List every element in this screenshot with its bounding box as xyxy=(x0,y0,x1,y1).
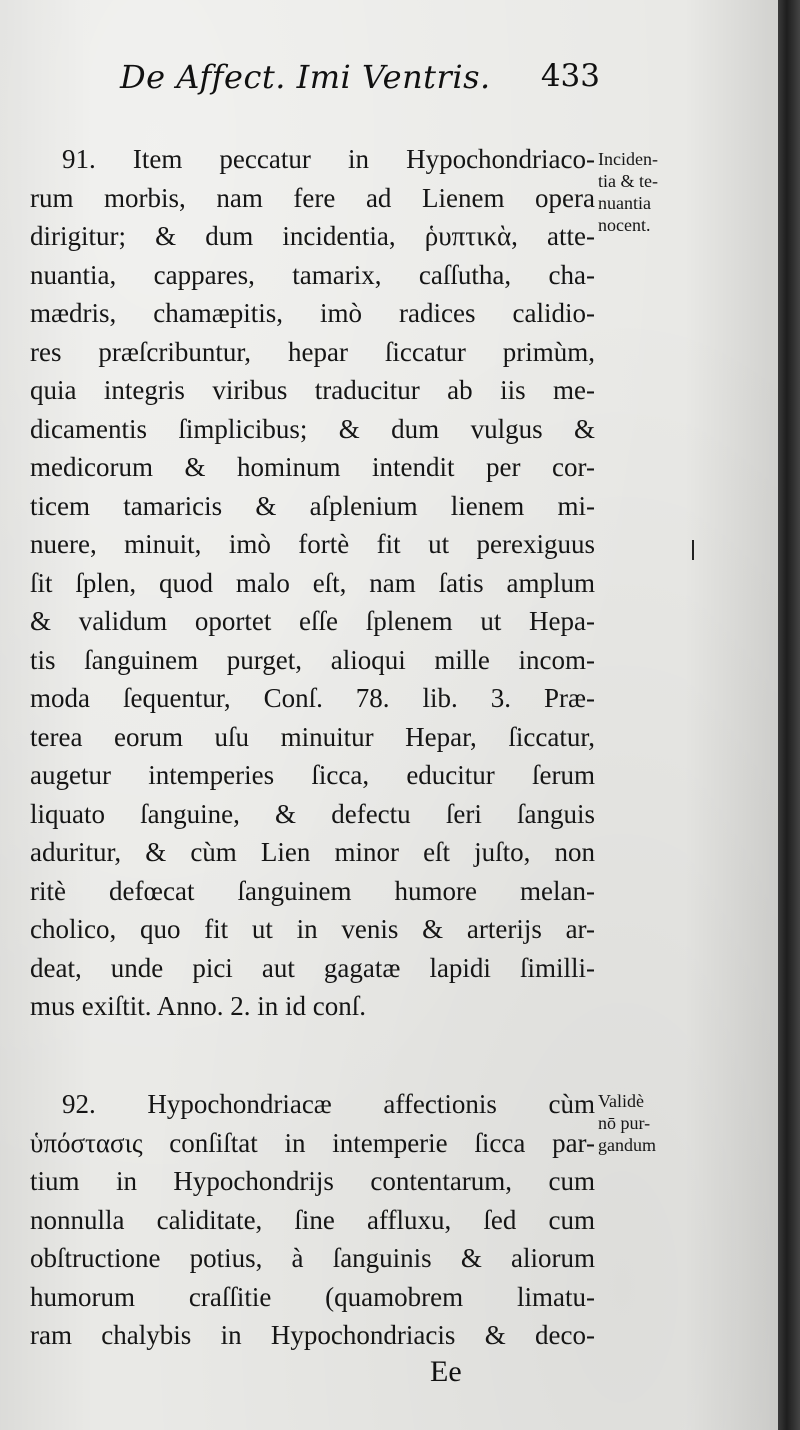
text-line: medicorum & hominum intendit per cor- xyxy=(30,452,595,482)
text-line: mus exiſtit. Anno. 2. in id conſ. xyxy=(30,991,366,1021)
page-number: 433 xyxy=(540,58,600,94)
text-line: tis ſanguinem purget, alioqui mille incom- xyxy=(30,644,595,675)
margin-note-line: nuantia xyxy=(598,193,651,213)
text-line: mædris, chamæpitis, imò radices calidio- xyxy=(30,298,595,328)
text-line: nonnulla caliditate, ſine affluxu, ſed cum xyxy=(30,1204,595,1235)
text-line: nuere, minuit, imò fortè fit ut perexiguus xyxy=(30,529,595,559)
text-line: terea eorum uſu minuitur Hepar, ſiccatur, xyxy=(30,721,595,752)
text-line: nuantia, cappares, tamarix, caſſutha, cha- xyxy=(30,259,595,290)
text-line: dicamentis ſimplicibus; & dum vulgus & xyxy=(30,413,595,444)
text-line: rum morbis, nam fere ad Lienem opera xyxy=(30,182,595,213)
text-line: deat, unde pici aut gagatæ lapidi ſimilli- xyxy=(30,952,595,983)
paragraph-92 xyxy=(30,1085,595,1355)
text-line: aduritur, & cùm Lien minor eſt juſto, non xyxy=(30,837,595,867)
text-line: liquato ſanguine, & defectu ſeri ſanguis xyxy=(30,798,595,829)
text-line: moda ſequentur, Conſ. 78. lib. 3. Præ- xyxy=(30,683,595,713)
text-line: ticem tamaricis & aſplenium lienem mi- xyxy=(30,490,595,521)
margin-note-line: nocent. xyxy=(598,215,651,235)
text-line: res præſcribuntur, hepar ſiccatur primùm, xyxy=(30,336,595,367)
text-line: augetur intemperies ſicca, educitur ſerum xyxy=(30,760,595,790)
text-line: humorum craſſitie (quamobrem limatu- xyxy=(30,1281,595,1312)
text-line: cholico, quo fit ut in venis & arterijs ar- xyxy=(30,914,595,944)
text-line: 92. Hypochondriacæ affectionis cùm xyxy=(62,1089,595,1119)
text-line: & validum oportet eſſe ſplenem ut Hepa- xyxy=(30,606,595,636)
margin-note-line: Inciden- xyxy=(598,149,658,169)
margin-note-line: gandum xyxy=(598,1135,656,1155)
text-line: obſtructione potius, à ſanguinis & aliorum xyxy=(30,1243,595,1273)
text-line: dirigitur; & dum incidentia, ῥυπτικὰ, atte- xyxy=(30,221,595,251)
margin-note-line: Validè xyxy=(598,1091,644,1111)
text-line: ritè defœcat ſanguinem humore melan- xyxy=(30,875,595,906)
text-line: 91. Item peccatur in Hypochondriaco- xyxy=(62,144,595,174)
text-line: ſit ſplen, quod malo eſt, nam ſatis amplum xyxy=(30,567,595,598)
paragraph-91 xyxy=(30,140,595,1026)
margin-note-91 xyxy=(598,148,698,236)
page-header xyxy=(120,58,600,106)
text-line: ὑπόστασις conſiſtat in intemperie ſicca par- xyxy=(30,1127,595,1158)
catchword: Ee xyxy=(430,1355,462,1388)
margin-note-line: nō pur- xyxy=(598,1113,651,1133)
text-line: ram chalybis in Hypochondriacis & deco- xyxy=(30,1320,595,1350)
margin-note-line: tia & te- xyxy=(598,171,658,191)
running-title: De Affect. Imi Ventris. xyxy=(120,58,491,96)
book-spine-shadow xyxy=(778,0,800,1430)
margin-note-92 xyxy=(598,1090,698,1156)
margin-mark xyxy=(692,540,694,560)
text-line: quia integris viribus traducitur ab iis me- xyxy=(30,375,595,405)
text-line: tium in Hypochondrijs contentarum, cum xyxy=(30,1166,595,1196)
